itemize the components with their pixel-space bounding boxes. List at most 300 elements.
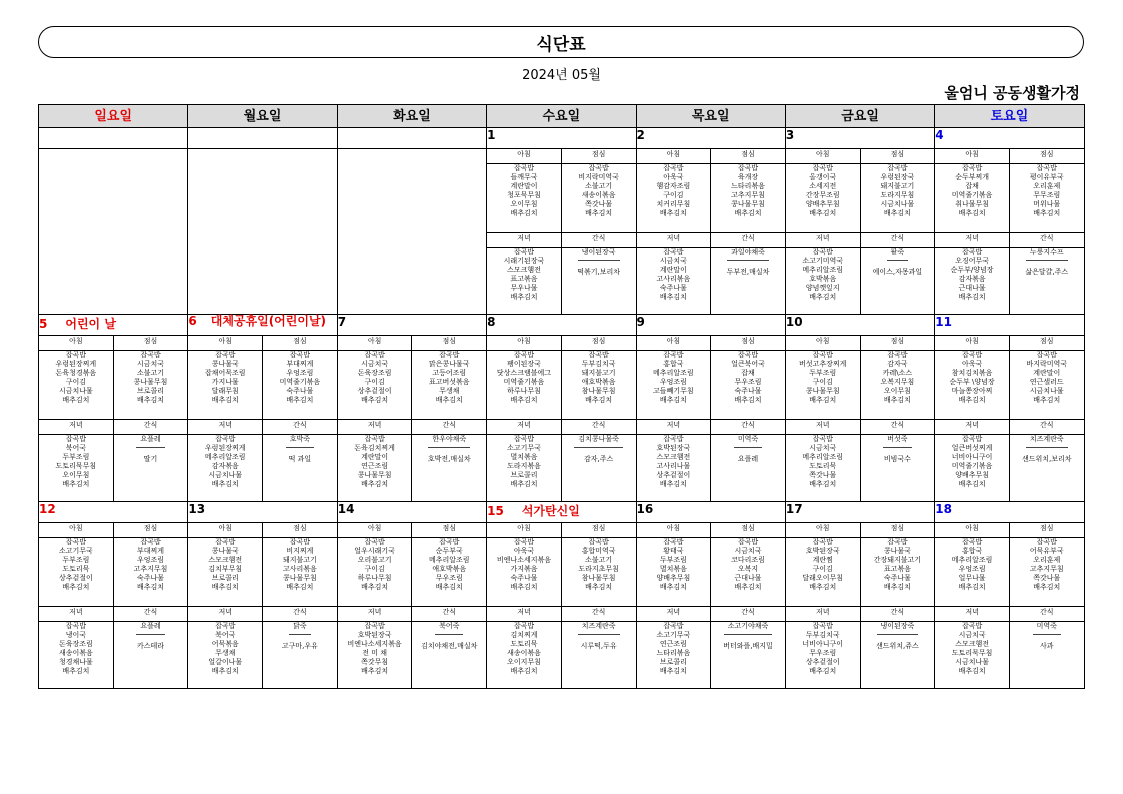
breakfast-label: 아침 bbox=[487, 523, 562, 538]
menu-item: 김치찌게 bbox=[510, 631, 538, 639]
date-cell bbox=[337, 502, 486, 523]
menu-item: 브로콜리 bbox=[510, 471, 538, 479]
snack-cell bbox=[711, 435, 786, 502]
snack-wrap bbox=[711, 435, 785, 451]
menu-item: 배추김치 bbox=[211, 480, 239, 488]
snack-cell bbox=[561, 435, 636, 502]
lunch-label: 점심 bbox=[561, 336, 636, 351]
dinner-label: 저녁 bbox=[636, 420, 711, 435]
date-cell bbox=[487, 128, 636, 149]
menu-item: 브로콜리 bbox=[211, 574, 239, 582]
menu-cell bbox=[188, 435, 263, 502]
menu-item: 가지나물 bbox=[211, 378, 239, 386]
menu-item: 배추김치 bbox=[659, 583, 687, 591]
date-number: 18 bbox=[935, 502, 952, 516]
snack-sub: 사과 bbox=[1040, 642, 1054, 650]
menu-item: 연근조림 bbox=[361, 462, 389, 470]
date-row bbox=[39, 315, 1085, 336]
menu-item: 콩나물국 bbox=[211, 547, 239, 555]
menu-item: 시금치국 bbox=[958, 631, 986, 639]
menu-item: 하루나무침 bbox=[357, 574, 392, 582]
date-number: 15 bbox=[487, 504, 504, 518]
dinner-label: 저녁 bbox=[487, 233, 562, 248]
menu-item: 구이김 bbox=[663, 191, 684, 199]
breakfast-label: 아침 bbox=[337, 523, 412, 538]
menu-item: 고사리나물 bbox=[656, 462, 691, 470]
lunch-label: 점심 bbox=[412, 336, 487, 351]
menu-item: 배추김치 bbox=[510, 293, 538, 301]
menu-item: 고추지무침 bbox=[133, 565, 168, 573]
date-number: 11 bbox=[935, 315, 952, 329]
menu-item: 콩나물무침 bbox=[805, 387, 840, 395]
snack-label: 간식 bbox=[561, 233, 636, 248]
menu-item: 홍합국 bbox=[663, 360, 684, 368]
snack-main: 호박죽 bbox=[286, 435, 314, 448]
snack-label: 간식 bbox=[711, 607, 786, 622]
menu-item: 돈육장조림 bbox=[58, 640, 93, 648]
menu-item: 잡곡밥 bbox=[1036, 164, 1057, 172]
menu-cell bbox=[113, 351, 188, 420]
menu-cell bbox=[487, 351, 562, 420]
date-cell bbox=[785, 315, 934, 336]
snack-cell bbox=[263, 435, 338, 502]
empty-cell bbox=[337, 149, 486, 315]
snack-sub: 두부전,매실차 bbox=[726, 268, 770, 276]
menu-item: 숙주나물 bbox=[137, 574, 165, 582]
snack-sub: 떡볶기,보리차 bbox=[577, 268, 621, 276]
menu-item: 배추김치 bbox=[809, 583, 837, 591]
menu-item: 간장무조림 bbox=[805, 191, 840, 199]
menu-item: 홍합미역국 bbox=[581, 547, 616, 555]
menu-item: 부대찌게 bbox=[137, 547, 165, 555]
menu-item: 시금치국 bbox=[809, 444, 837, 452]
menu-item: 잡곡밥 bbox=[65, 435, 86, 443]
menu-item: 메추리알조림 bbox=[951, 556, 993, 564]
snack-cell bbox=[1009, 248, 1084, 315]
menu-item: 전 미 채 bbox=[362, 649, 387, 657]
menu-item: 배추김치 bbox=[659, 396, 687, 404]
snack-label: 간식 bbox=[113, 420, 188, 435]
menu-cell bbox=[860, 351, 935, 420]
menu-item: 배추김치 bbox=[734, 209, 762, 217]
breakfast-label: 아침 bbox=[636, 523, 711, 538]
menu-cell bbox=[935, 435, 1010, 502]
menu-cell bbox=[785, 164, 860, 233]
menu-item: 메추리알조림 bbox=[204, 453, 246, 461]
menu-item: 우렁된장찌게 bbox=[204, 444, 246, 452]
menu-item: 미역줄기볶음 bbox=[951, 462, 993, 470]
lunch-label: 점심 bbox=[263, 336, 338, 351]
snack-wrap bbox=[1010, 435, 1084, 451]
menu-item: 잡곡밥 bbox=[364, 351, 385, 359]
menu-item: 잡곡밥 bbox=[513, 248, 535, 256]
menu-item: 달래오이무침 bbox=[802, 574, 843, 582]
menu-cell bbox=[636, 351, 711, 420]
day-header: 금요일 bbox=[785, 105, 934, 128]
menu-item: 잡곡밥 bbox=[588, 164, 609, 172]
menu-item: 배추김치 bbox=[1033, 583, 1061, 591]
menu-item: 숙주나물 bbox=[510, 574, 538, 582]
menu-item: 무생채 bbox=[215, 649, 236, 657]
snack-label: 간식 bbox=[263, 420, 338, 435]
lunch-label: 점심 bbox=[113, 336, 188, 351]
menu-item: 배추김치 bbox=[734, 583, 762, 591]
menu-item: 느타리볶음 bbox=[656, 649, 691, 657]
menu-item: 잡곡밥 bbox=[513, 622, 535, 630]
menu-item: 바지락미역국 bbox=[1026, 360, 1068, 368]
snack-wrap bbox=[861, 435, 935, 451]
menu-item: 고추지무침 bbox=[1029, 565, 1064, 573]
menu-item: 잡채 bbox=[965, 182, 979, 190]
menu-item: 도토리묵 bbox=[62, 565, 90, 573]
menu-item: 콩나물국 bbox=[883, 547, 911, 555]
date-cell bbox=[636, 502, 785, 523]
menu-item: 시금치국 bbox=[361, 360, 389, 368]
menu-item: 근대나물 bbox=[734, 574, 762, 582]
date-number: 10 bbox=[785, 315, 803, 329]
menu-item: 얼큰북어국 bbox=[731, 360, 765, 368]
menu-item: 배추김치 bbox=[585, 209, 613, 217]
date-number: 8 bbox=[487, 315, 496, 329]
menu-item: 계란말이 bbox=[361, 453, 389, 461]
menu-item: 무무조림 bbox=[1033, 191, 1061, 199]
menu-cell bbox=[487, 164, 562, 233]
menu-item: 잡곡밥 bbox=[364, 622, 385, 630]
menu-item: 시금치나물 bbox=[208, 471, 243, 479]
snack-sub: 딸기 bbox=[143, 455, 158, 463]
menu-item: 상추겉절이 bbox=[805, 658, 840, 666]
breakfast-lunch-row bbox=[39, 351, 1085, 420]
lunch-label: 점심 bbox=[860, 149, 935, 164]
snack-main: 닭죽 bbox=[289, 622, 311, 635]
menu-item: 오복지 bbox=[737, 565, 759, 573]
date-number: 16 bbox=[636, 502, 654, 516]
menu-item: 배추김치 bbox=[958, 583, 986, 591]
menu-item: 배추김치 bbox=[137, 583, 165, 591]
menu-item: 표고볶음 bbox=[510, 275, 538, 283]
snack-wrap bbox=[711, 622, 785, 638]
menu-cell bbox=[785, 351, 860, 420]
snack-sub: 요플레 bbox=[737, 455, 759, 463]
snack-wrap bbox=[412, 435, 486, 451]
menu-item: 쪽갓나물 bbox=[809, 471, 837, 479]
menu-item: 스모크햄전 bbox=[208, 556, 243, 564]
menu-item: 상추겉절이 bbox=[357, 387, 392, 395]
menu-item: 아욱국 bbox=[663, 173, 684, 181]
lunch-label: 점심 bbox=[1009, 336, 1084, 351]
breakfast-label: 아침 bbox=[935, 336, 1010, 351]
menu-item: 오징어무국 bbox=[955, 257, 989, 265]
menu-item: 소고기무국 bbox=[58, 547, 93, 555]
menu-item: 잡곡밥 bbox=[887, 351, 908, 359]
menu-item: 잡곡밥 bbox=[65, 351, 86, 359]
dinner-label: 저녁 bbox=[337, 607, 412, 622]
menu-item: 배추김치 bbox=[435, 396, 463, 404]
menu-item: 느타리볶음 bbox=[731, 182, 765, 190]
snack-wrap bbox=[114, 435, 188, 451]
snack-wrap bbox=[1010, 248, 1084, 264]
menu-item: 도라지초무침 bbox=[578, 565, 619, 573]
dinner-label: 저녁 bbox=[337, 420, 412, 435]
snack-main: 김치콩나물죽 bbox=[574, 435, 623, 448]
menu-item: 얼갈이나물 bbox=[208, 658, 243, 666]
menu-item: 시금치국 bbox=[659, 257, 687, 265]
snack-label: 간식 bbox=[1009, 420, 1084, 435]
menu-item: 잡곡밥 bbox=[663, 248, 684, 256]
menu-item: 연근조림 bbox=[659, 640, 687, 648]
menu-item: 돼지불고기 bbox=[581, 369, 616, 377]
lunch-label: 점심 bbox=[711, 336, 786, 351]
menu-item: 잡곡밥 bbox=[215, 538, 236, 546]
menu-cell bbox=[1009, 164, 1084, 233]
menu-cell bbox=[711, 351, 786, 420]
menu-item: 잡곡밥 bbox=[961, 435, 983, 443]
menu-cell bbox=[337, 538, 412, 607]
menu-item: 잡곡밥 bbox=[439, 351, 460, 359]
menu-cell bbox=[935, 164, 1010, 233]
date-cell bbox=[935, 128, 1084, 149]
menu-item: 잡곡밥 bbox=[961, 248, 983, 256]
dinner-label: 저녁 bbox=[785, 420, 860, 435]
menu-item: 메추리알조림 bbox=[428, 556, 470, 564]
menu-item: 배추김치 bbox=[510, 667, 538, 675]
menu-item: 구이김 bbox=[364, 565, 385, 573]
breakfast-label: 아침 bbox=[636, 336, 711, 351]
menu-item: 어묵유부국 bbox=[1029, 547, 1064, 555]
lunch-label: 점심 bbox=[113, 523, 188, 538]
menu-cell bbox=[188, 351, 263, 420]
snack-label: 간식 bbox=[412, 420, 487, 435]
menu-item: 잡곡밥 bbox=[737, 538, 759, 546]
date-cell bbox=[39, 502, 188, 523]
snack-cell bbox=[711, 248, 786, 315]
menu-item: 우엉조림 bbox=[137, 556, 165, 564]
date-row bbox=[39, 128, 1085, 149]
menu-item: 순두부/양념장 bbox=[950, 266, 994, 274]
snack-cell bbox=[860, 622, 935, 689]
menu-item: 잡곡밥 bbox=[140, 538, 161, 546]
menu-item: 마늘쫑장아찌 bbox=[951, 387, 993, 395]
snack-label: 간식 bbox=[1009, 233, 1084, 248]
menu-item: 배추김치 bbox=[659, 480, 687, 488]
menu-item: 배추김치 bbox=[1033, 396, 1061, 404]
menu-item: 너비아니구이 bbox=[951, 453, 993, 461]
snack-sub: 김치야채전,매실차 bbox=[421, 642, 478, 650]
snack-sub: 삶은달걀,주스 bbox=[1025, 268, 1069, 276]
menu-item: 시금치나물 bbox=[1029, 387, 1064, 395]
snack-sub: 비빔국수 bbox=[883, 455, 911, 463]
menu-item: 배추김치 bbox=[137, 396, 165, 404]
menu-cell bbox=[561, 164, 636, 233]
menu-item: 배추김치 bbox=[809, 209, 837, 217]
date-cell bbox=[188, 315, 337, 336]
menu-cell bbox=[711, 164, 786, 233]
menu-item: 잡곡밥 bbox=[289, 538, 311, 546]
menu-item: 감자국 bbox=[887, 360, 908, 368]
menu-item: 계란찜 bbox=[812, 556, 833, 564]
menu-item: 평이유부국 bbox=[1029, 173, 1064, 181]
menu-item: 숙주나물 bbox=[286, 387, 314, 395]
menu-item: 가지볶음 bbox=[510, 565, 538, 573]
menu-cell bbox=[636, 248, 711, 315]
menu-item: 잡곡밥 bbox=[812, 435, 833, 443]
snack-wrap bbox=[861, 622, 935, 638]
dinner-label: 저녁 bbox=[935, 420, 1010, 435]
breakfast-label: 아침 bbox=[188, 523, 263, 538]
menu-item: 시래기된장국 bbox=[503, 257, 545, 265]
menu-item: 도라지무침 bbox=[880, 191, 915, 199]
menu-cell bbox=[860, 164, 935, 233]
menu-item: 배추김치 bbox=[62, 667, 90, 675]
menu-item: 시금치나물 bbox=[955, 658, 989, 666]
snack-sub: 에이스,자몽과일 bbox=[872, 268, 923, 276]
snack-main: 치즈계란죽 bbox=[1026, 435, 1068, 448]
menu-item: 두부김치국 bbox=[805, 631, 840, 639]
menu-item: 계란말이 bbox=[1033, 369, 1061, 377]
menu-item: 스모크햄전 bbox=[656, 453, 691, 461]
menu-item: 배추김치 bbox=[510, 396, 538, 404]
day-header-row bbox=[39, 105, 1085, 128]
menu-cell bbox=[1009, 351, 1084, 420]
menu-item: 닷상스크램블에그 bbox=[496, 369, 552, 377]
title-box bbox=[38, 26, 1084, 58]
dinner-label: 저녁 bbox=[39, 420, 114, 435]
menu-item: 잡곡밥 bbox=[961, 622, 983, 630]
menu-item: 무우조림 bbox=[734, 378, 762, 386]
menu-item: 배추김치 bbox=[62, 396, 90, 404]
menu-item: 표고버섯볶음 bbox=[428, 378, 470, 386]
menu-cell bbox=[1009, 538, 1084, 607]
snack-cell bbox=[412, 435, 487, 502]
menu-cell bbox=[711, 538, 786, 607]
date-cell bbox=[39, 315, 188, 336]
menu-cell bbox=[785, 538, 860, 607]
menu-item: 쪽갓나물 bbox=[585, 200, 613, 208]
menu-item: 우렁된장찌게 bbox=[55, 360, 97, 368]
menu-item: 무생채 bbox=[439, 387, 460, 395]
snack-sub: 카스테라 bbox=[137, 642, 165, 650]
menu-item: 잡곡밥 bbox=[1036, 538, 1057, 546]
menu-cell bbox=[785, 622, 860, 689]
lunch-label: 점심 bbox=[860, 523, 935, 538]
menu-item: 청포묵무침 bbox=[507, 191, 541, 199]
menu-cell bbox=[785, 248, 860, 315]
date-row bbox=[39, 502, 1085, 523]
menu-item: 시금치국 bbox=[734, 547, 762, 555]
menu-item: 호박된장국 bbox=[656, 444, 691, 452]
breakfast-label: 아침 bbox=[785, 149, 860, 164]
menu-item: 잡곡밥 bbox=[961, 351, 983, 359]
meal-label-row bbox=[39, 336, 1085, 351]
menu-item: 우엉조림 bbox=[286, 369, 314, 377]
menu-cell bbox=[487, 622, 562, 689]
menu-item: 순두부찌개 bbox=[955, 173, 989, 181]
snack-main: 요플레 bbox=[136, 435, 164, 448]
snack-wrap bbox=[114, 622, 188, 638]
menu-item: 오리훈제 bbox=[1033, 182, 1061, 190]
menu-item: 배추김치 bbox=[958, 480, 986, 488]
date-number: 14 bbox=[337, 502, 355, 516]
menu-item: 배추김치 bbox=[361, 583, 389, 591]
snack-label: 간식 bbox=[711, 420, 786, 435]
menu-cell bbox=[39, 622, 114, 689]
snack-label: 간식 bbox=[1009, 607, 1084, 622]
menu-item: 도토리묵무침 bbox=[55, 462, 97, 470]
snack-sub: 고구마,우유 bbox=[281, 642, 318, 650]
menu-cell bbox=[935, 538, 1010, 607]
menu-item: 잡곡밥 bbox=[364, 538, 385, 546]
menu-item: 새송이볶음 bbox=[58, 649, 93, 657]
menu-item: 잡채어묵조림 bbox=[204, 369, 246, 377]
menu-item: 브로콜리 bbox=[659, 658, 687, 666]
breakfast-label: 아침 bbox=[39, 523, 114, 538]
menu-item: 새송이볶음 bbox=[507, 649, 541, 657]
menu-item: 잡곡밥 bbox=[1036, 351, 1057, 359]
menu-cell bbox=[263, 351, 338, 420]
menu-item: 북어국 bbox=[215, 631, 236, 639]
date-cell bbox=[785, 502, 934, 523]
menu-item: 팽이된장국 bbox=[507, 360, 541, 368]
lunch-label: 점심 bbox=[1009, 523, 1084, 538]
menu-item: 잡곡밥 bbox=[961, 538, 983, 546]
menu-cell bbox=[188, 538, 263, 607]
menu-item: 햄감자조림 bbox=[656, 182, 691, 190]
day-header: 토요일 bbox=[935, 105, 1084, 128]
date-cell bbox=[785, 128, 934, 149]
menu-item: 잡곡밥 bbox=[812, 538, 833, 546]
menu-cell bbox=[337, 435, 412, 502]
menu-item: 잡채 bbox=[741, 369, 755, 377]
snack-main: 과일야채죽 bbox=[727, 248, 769, 261]
menu-item: 도토리묵 bbox=[510, 640, 538, 648]
menu-item: 잡곡밥 bbox=[737, 164, 759, 172]
menu-item: 참치김치볶음 bbox=[951, 369, 993, 377]
menu-item: 잡곡밥 bbox=[439, 538, 460, 546]
menu-item: 버섯고추장찌게 bbox=[799, 360, 847, 368]
snack-sub: 시루떡,두유 bbox=[580, 642, 617, 650]
menu-item: 잡곡밥 bbox=[887, 538, 908, 546]
menu-item: 구이김 bbox=[364, 378, 385, 386]
menu-item: 오복지무침 bbox=[880, 378, 915, 386]
menu-item: 도토리묵무침 bbox=[951, 649, 993, 657]
snack-cell bbox=[860, 248, 935, 315]
menu-item: 고사리볶음 bbox=[283, 565, 317, 573]
menu-item: 치커리무침 bbox=[656, 200, 691, 208]
snack-cell bbox=[113, 435, 188, 502]
menu-cell bbox=[561, 351, 636, 420]
menu-item: 배추김치 bbox=[809, 667, 837, 675]
menu-cell bbox=[39, 435, 114, 502]
dinner-label: 저녁 bbox=[935, 607, 1010, 622]
menu-item: 시금치나물 bbox=[58, 387, 93, 395]
meal-label-row bbox=[39, 149, 1085, 164]
menu-item: 배추김치 bbox=[883, 396, 911, 404]
menu-item: 잡곡밥 bbox=[215, 351, 236, 359]
empty-cell bbox=[39, 149, 188, 315]
snack-label: 간식 bbox=[860, 233, 935, 248]
snack-sub: 떡 과일 bbox=[288, 455, 312, 463]
menu-cell bbox=[113, 538, 188, 607]
menu-item: 연근샐러드 bbox=[1029, 378, 1064, 386]
breakfast-label: 아침 bbox=[935, 149, 1010, 164]
menu-item: 브로콜리 bbox=[137, 387, 165, 395]
menu-item: 양념깻잎지 bbox=[805, 284, 840, 292]
dinner-label: 저녁 bbox=[487, 607, 562, 622]
menu-item: 오리불고기 bbox=[357, 556, 392, 564]
menu-item: 소고기무국 bbox=[507, 444, 541, 452]
menu-item: 잡곡밥 bbox=[663, 435, 684, 443]
snack-wrap bbox=[562, 622, 636, 638]
